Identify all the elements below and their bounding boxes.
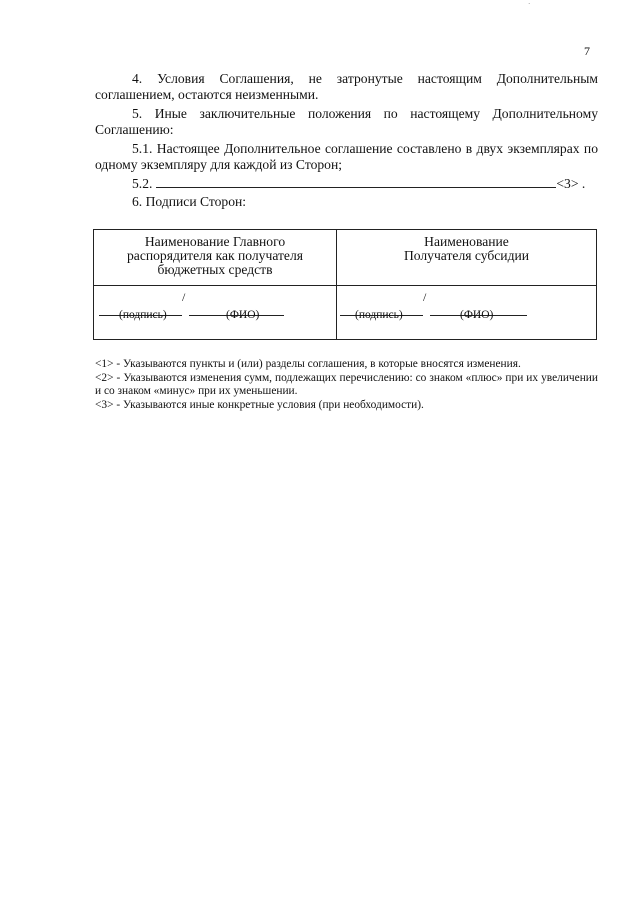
paragraph-5: 5. Иные заключительные положения по настоящему Дополнительному Соглашению:	[95, 106, 598, 137]
paragraph-5-2-ref: <3> .	[556, 176, 586, 191]
left-header-line-3: бюджетных средств	[157, 262, 273, 277]
paragraph-5-2	[95, 176, 598, 192]
left-signature-cell	[94, 286, 337, 340]
paragraph-4: 4. Условия Соглашения, не затронутые настоящим Дополнительным соглашением, остаются неизменными.	[95, 71, 598, 102]
right-signature-cell	[337, 286, 597, 340]
right-slash: /	[423, 290, 427, 304]
stray-mark: ·	[528, 0, 531, 8]
footnotes	[95, 358, 598, 412]
paragraph-5-2-blank-line	[156, 176, 556, 188]
right-name-caption: (ФИО)	[460, 309, 494, 321]
left-name-caption: (ФИО)	[226, 309, 260, 321]
left-header-line-1: Наименование Главного	[144, 234, 286, 249]
left-header-line-2: распорядителя как получателя	[126, 248, 304, 263]
right-signature-caption: (подпись)	[355, 309, 403, 321]
left-party-header	[94, 230, 337, 286]
footnote-3: <3> - Указываются иные конкретные условия (при необходимости).	[95, 398, 424, 411]
paragraph-6: 6. Подписи Сторон:	[132, 194, 247, 209]
page-number: 7	[584, 44, 590, 58]
paragraph-5-1: 5.1. Настоящее Дополнительное соглашение составлено в двух экземплярах по одному экземпляру для каждой из Сторон;	[95, 141, 598, 172]
left-signature-caption: (подпись)	[119, 309, 167, 321]
right-header-line-2: Получателя субсидии	[403, 248, 530, 263]
footnote-1: <1> - Указываются пункты и (или) разделы соглашения, в которые вносятся изменения.	[95, 358, 521, 370]
right-header-line-1: Наименование	[424, 234, 509, 249]
right-party-header	[337, 230, 597, 286]
signature-table	[93, 229, 597, 340]
left-slash: /	[182, 290, 186, 304]
paragraph-5-2-number: 5.2.	[132, 176, 153, 191]
footnote-2: <2> - Указываются изменения сумм, подлежащих перечислению: со знаком «плюс» при их увеличении и со знаком «минус» при их уменьшении.	[95, 371, 598, 398]
